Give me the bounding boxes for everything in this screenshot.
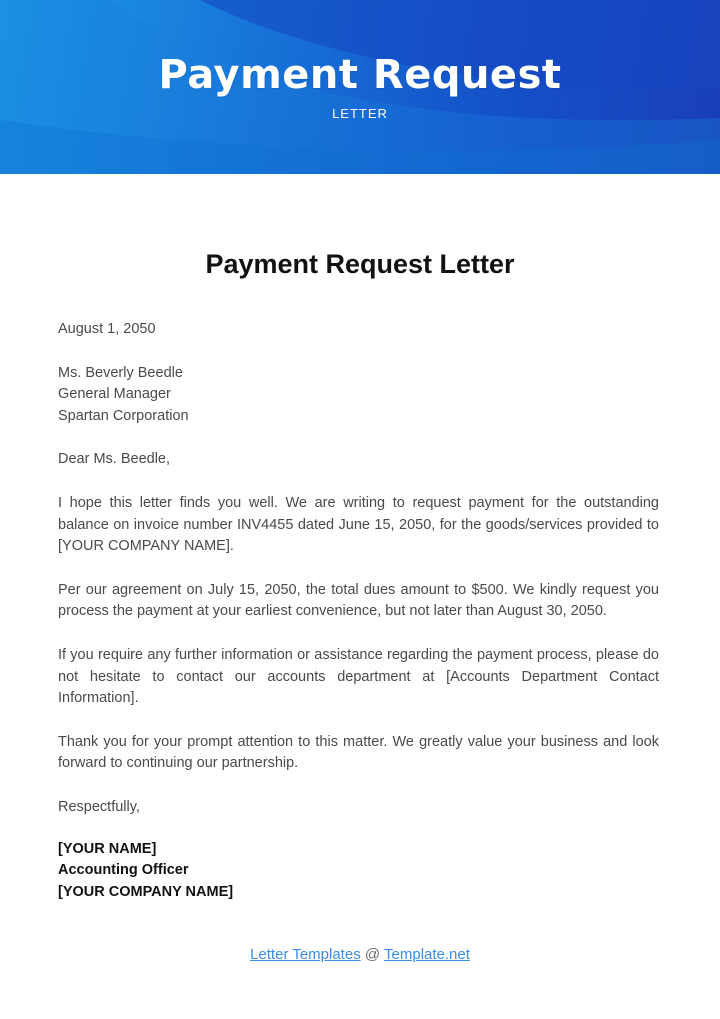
body-paragraph: If you require any further information or assistance regarding the payment process, please do not hesitate to contact our accounts department at [Accounts Department Contact Information]. <box>58 646 659 707</box>
closing: Respectfully, <box>58 798 140 815</box>
banner-title: Payment Request <box>158 52 562 98</box>
body-paragraph: Thank you for your prompt attention to this matter. We greatly value your business and look forward to continuing our partnership. <box>58 733 659 772</box>
body-paragraph: Per our agreement on July 15, 2050, the total dues amount to $500. We kindly request you process the payment at your earliest convenience, but not later than August 30, 2050. <box>58 581 659 620</box>
body-paragraph: I hope this letter finds you well. We are writing to request payment for the outstanding balance on invoice number INV4455 dated June 15, 2050, for the goods/services provided to [YOUR COMPANY NAME]. <box>58 494 659 555</box>
signature-name: [YOUR NAME] <box>58 840 157 857</box>
signature-title: Accounting Officer <box>58 862 189 879</box>
recipient-position: General Manager <box>58 386 171 403</box>
signature-company: [YOUR COMPANY NAME] <box>58 883 234 900</box>
salutation: Dear Ms. Beedle, <box>58 451 171 468</box>
signature-block <box>58 839 659 904</box>
letter-templates-link[interactable]: Letter Templates <box>250 946 361 963</box>
footer-separator: @ <box>364 946 381 963</box>
letter-date: August 1, 2050 <box>58 321 156 337</box>
template-net-link[interactable]: Template.net <box>384 946 470 963</box>
document-title: Payment Request Letter <box>205 249 515 279</box>
recipient-block <box>58 363 659 428</box>
footer <box>0 946 720 963</box>
banner-subtitle: LETTER <box>332 106 388 121</box>
recipient-company: Spartan Corporation <box>58 407 189 424</box>
header-banner <box>0 0 720 174</box>
recipient-name: Ms. Beverly Beedle <box>58 364 183 381</box>
letter-body <box>58 319 659 903</box>
